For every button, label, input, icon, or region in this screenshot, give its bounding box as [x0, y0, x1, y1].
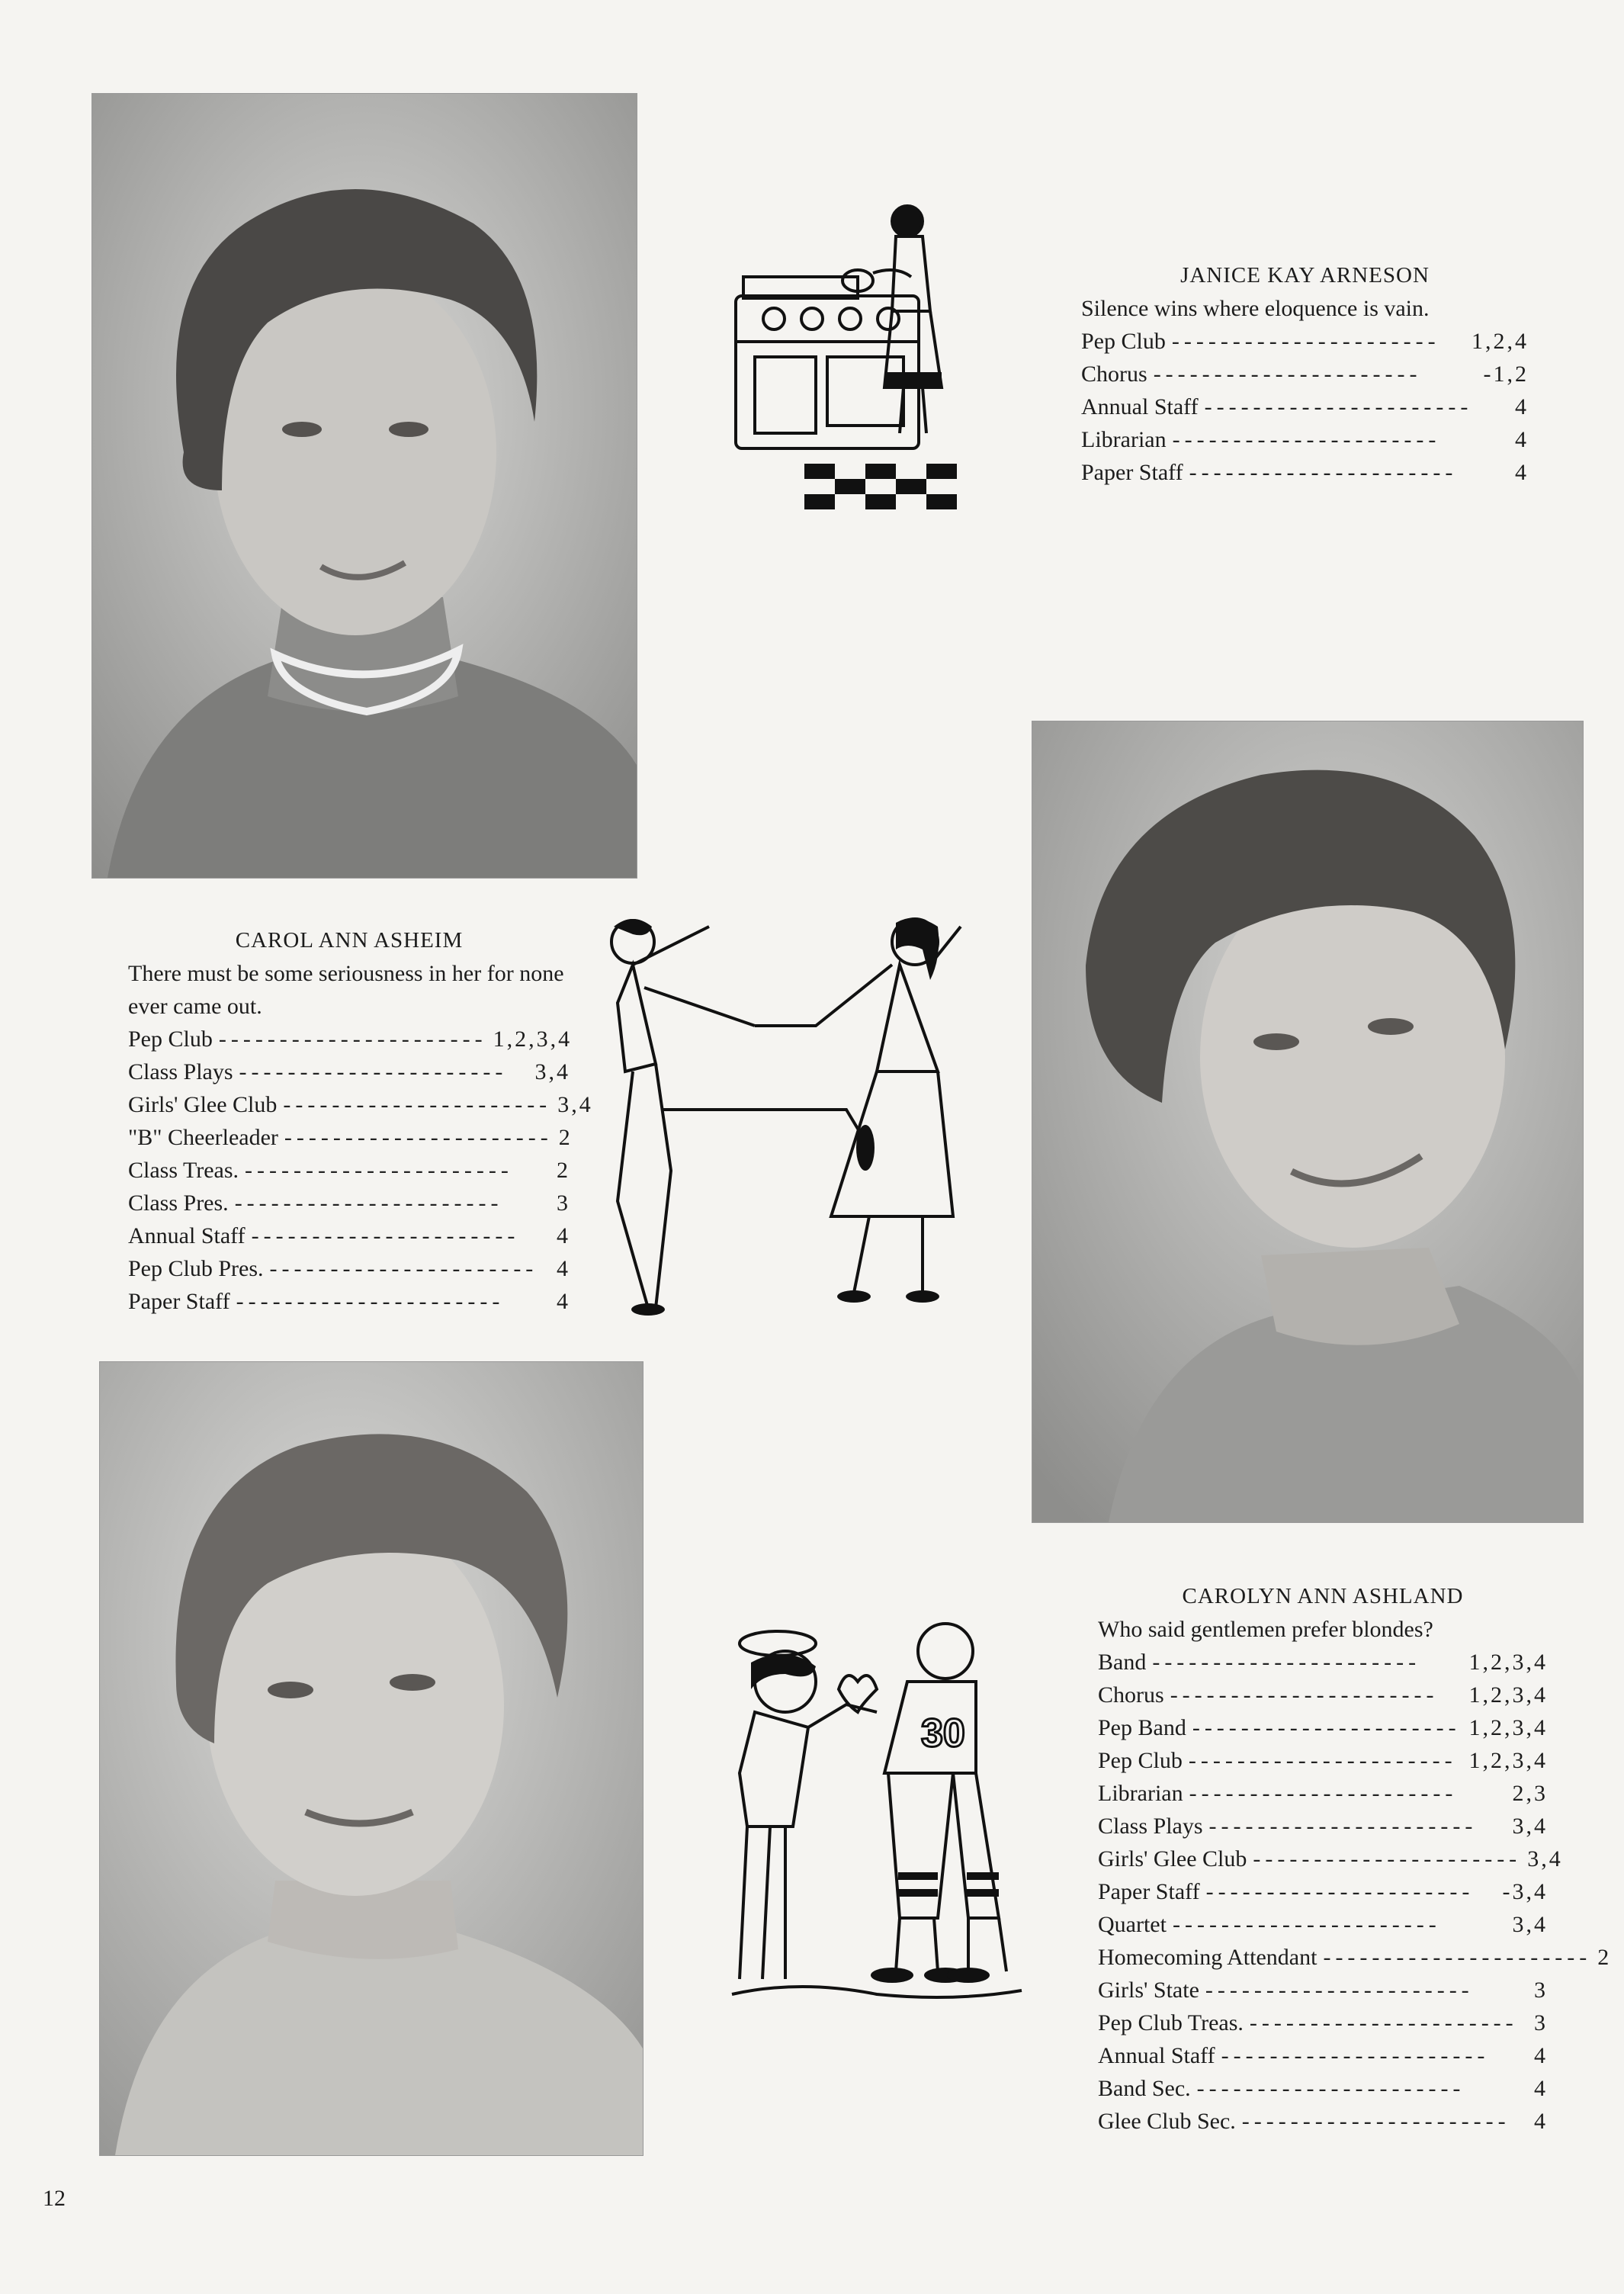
activity-row: Annual Staff ---------------------- 4 [128, 1223, 570, 1248]
activity-row: Paper Staff ---------------------- -3,4 [1098, 1879, 1548, 1904]
stove-cooking-illustration [713, 204, 1006, 525]
activity-row: Class Plays ---------------------- 3,4 [128, 1059, 570, 1084]
activity-row: Homecoming Attendant ---------------------- 2 [1098, 1945, 1612, 1970]
activity-row: Paper Staff ---------------------- 4 [1081, 460, 1529, 485]
activity-row: Class Pres. ---------------------- 3 [128, 1190, 570, 1216]
activity-row: Paper Staff ---------------------- 4 [128, 1289, 570, 1314]
activity-row: Girls' Glee Club ---------------------- 3,4 [1098, 1846, 1563, 1872]
majorette-football-illustration [724, 1621, 1029, 2002]
activity-row: Pep Club ---------------------- 1,2,3,4 [1098, 1748, 1548, 1773]
activity-row: Annual Staff ---------------------- 4 [1081, 394, 1529, 419]
portrait-carol-asheim [1032, 721, 1584, 1523]
bio-carolyn-ashland [1098, 1580, 1612, 2138]
activity-row: Class Treas. ---------------------- 2 [128, 1158, 570, 1183]
portrait-janice-arneson [91, 93, 637, 879]
student-quote: Who said gentlemen prefer blondes? [1098, 1617, 1433, 1642]
activity-row: Librarian ---------------------- 4 [1081, 427, 1529, 452]
activity-row: Class Plays ---------------------- 3,4 [1098, 1814, 1548, 1839]
activity-row: Chorus ---------------------- -1,2 [1081, 361, 1529, 387]
activity-row: Pep Club Pres. ---------------------- 4 [128, 1256, 570, 1281]
bio-janice-arneson [1081, 259, 1529, 489]
page-number: 12 [43, 2186, 66, 2211]
student-quote: Silence wins where eloquence is vain. [1081, 296, 1430, 321]
activity-row: Pep Club Treas. ---------------------- 3 [1098, 2010, 1548, 2035]
activity-row: Pep Club ---------------------- 1,2,4 [1081, 329, 1529, 354]
activity-row: Band ---------------------- 1,2,3,4 [1098, 1650, 1548, 1675]
activity-row: Annual Staff ---------------------- 4 [1098, 2043, 1548, 2068]
activity-row: Band Sec. ---------------------- 4 [1098, 2076, 1548, 2101]
student-name: CAROL ANN ASHEIM [235, 928, 464, 953]
student-name: CAROLYN ANN ASHLAND [1182, 1584, 1464, 1608]
activity-row: Pep Club ---------------------- 1,2,3,4 [128, 1027, 573, 1052]
activity-row: Glee Club Sec. ---------------------- 4 [1098, 2109, 1548, 2134]
activity-row: Girls' Glee Club ---------------------- 3,4 [128, 1092, 593, 1117]
portrait-carolyn-ashland [99, 1361, 644, 2156]
dancing-couple-illustration [602, 911, 984, 1327]
activity-row: Pep Band ---------------------- 1,2,3,4 [1098, 1715, 1548, 1740]
activity-row: Librarian ---------------------- 2,3 [1098, 1781, 1548, 1806]
activity-row: Girls' State ---------------------- 3 [1098, 1978, 1548, 2003]
activity-row: "B" Cheerleader ---------------------- 2 [128, 1125, 573, 1150]
activity-row: Chorus ---------------------- 1,2,3,4 [1098, 1682, 1548, 1708]
activity-row: Quartet ---------------------- 3,4 [1098, 1912, 1548, 1937]
bio-carol-asheim [128, 924, 593, 1318]
student-name: JANICE KAY ARNESON [1180, 263, 1430, 288]
jersey-number: 30 [921, 1711, 965, 1756]
student-quote: There must be some seriousness in her for none ever came out. [128, 961, 564, 1019]
